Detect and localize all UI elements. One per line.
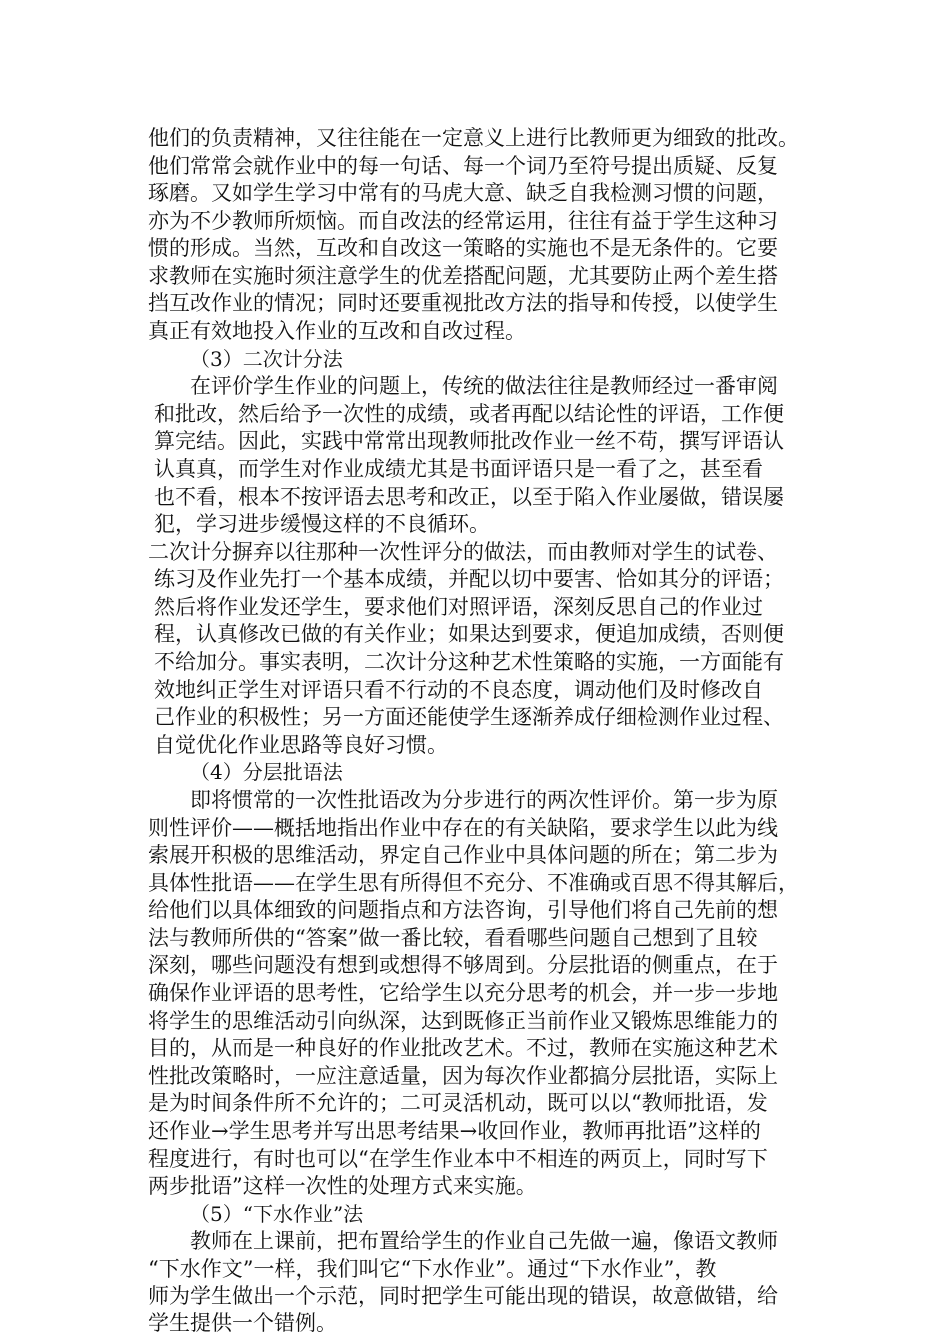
text-line: 将学生的思维活动引向纵深，达到既修正当前作业又锻炼思维能力的 <box>148 1009 778 1033</box>
text-line: 和批改，然后给予一次性的成绩，或者再配以结论性的评语，工作便 <box>154 402 784 426</box>
text-line: 是为时间条件所不允许的；二可灵活机动，既可以以“教师批语，发 <box>148 1091 768 1115</box>
section-heading: （3）二次计分法 <box>190 347 343 371</box>
text-line: 他们常常会就作业中的每一句话、每一个词乃至符号提出质疑、反复 <box>148 154 778 178</box>
text-line: 索展开积极的思维活动，界定自己作业中具体问题的所在；第二步为 <box>148 843 778 867</box>
text-line: 确保作业评语的思考性，它给学生以充分思考的机会，并一步一步地 <box>148 981 778 1005</box>
text-line: 性批改策略时，一应注意适量，因为每次作业都搞分层批语，实际上 <box>148 1064 778 1088</box>
text-line: 己作业的积极性；另一方面还能使学生逐渐养成仔细检测作业过程、 <box>154 705 784 729</box>
text-line: “下水作文”一样，我们叫它“下水作业”。通过“下水作业”，教 <box>148 1257 717 1281</box>
section-heading: （4）分层批语法 <box>190 760 343 784</box>
text-line: 认真真，而学生对作业成绩尤其是书面评语只是一看了之，甚至看 <box>154 457 763 481</box>
text-line: 具体性批语——在学生思有所得但不充分、不准确或百思不得其解后， <box>148 871 799 895</box>
text-line: 师为学生做出一个示范，同时把学生可能出现的错误，故意做错，给 <box>148 1284 778 1308</box>
text-line: 挡互改作业的情况；同时还要重视批改方法的指导和传授，以使学生 <box>148 291 778 315</box>
text-line: 教师在上课前，把布置给学生的作业自己先做一遍，像语文教师 <box>190 1229 778 1253</box>
text-line: 然后将作业发还学生，要求他们对照评语，深刻反思自己的作业过 <box>154 595 763 619</box>
text-line: 真正有效地投入作业的互改和自改过程。 <box>148 319 526 343</box>
text-line: 还作业→学生思考并写出思考结果→收回作业，教师再批语”这样的 <box>148 1119 761 1143</box>
text-line: 深刻，哪些问题没有想到或想得不够周到。分层批语的侧重点，在于 <box>148 953 778 977</box>
section-heading: （5）“下水作业”法 <box>190 1202 364 1226</box>
text-line: 犯，学习进步缓慢这样的不良循环。 <box>154 512 490 536</box>
text-line: 效地纠正学生对评语只看不行动的不良态度，调动他们及时修改自 <box>154 678 763 702</box>
text-line: 算完结。因此，实践中常常出现教师批改作业一丝不苟，撰写评语认 <box>154 429 784 453</box>
text-line: 给他们以具体细致的问题指点和方法咨询，引导他们将自己先前的想 <box>148 898 778 922</box>
text-line: 也不看，根本不按评语去思考和改正，以至于陷入作业屡做，错误屡 <box>154 485 784 509</box>
text-line: 即将惯常的一次性批语改为分步进行的两次性评价。第一步为原 <box>190 788 778 812</box>
text-line: 二次计分摒弃以往那种一次性评分的做法，而由教师对学生的试卷、 <box>148 540 778 564</box>
text-line: 程度进行，有时也可以“在学生作业本中不相连的两页上，同时写下 <box>148 1147 768 1171</box>
text-line: 不给加分。事实表明，二次计分这种艺术性策略的实施，一方面能有 <box>154 650 784 674</box>
text-line: 学生提供一个错例。 <box>148 1311 337 1335</box>
text-line: 惯的形成。当然，互改和自改这一策略的实施也不是无条件的。它要 <box>148 236 778 260</box>
text-line: 两步批语”这样一次性的处理方式来实施。 <box>148 1174 537 1198</box>
text-line: 他们的负责精神，又往往能在一定意义上进行比教师更为细致的批改。 <box>148 126 799 150</box>
text-line: 亦为不少教师所烦恼。而自改法的经常运用，往往有益于学生这种习 <box>148 209 778 233</box>
text-line: 琢磨。又如学生学习中常有的马虎大意、缺乏自我检测习惯的问题， <box>148 181 778 205</box>
text-line: 求教师在实施时须注意学生的优差搭配问题，尤其要防止两个差生搭 <box>148 264 778 288</box>
text-line: 程，认真修改已做的有关作业；如果达到要求，便追加成绩，否则便 <box>154 622 784 646</box>
text-line: 在评价学生作业的问题上，传统的做法往往是教师经过一番审阅 <box>190 374 778 398</box>
text-line: 自觉优化作业思路等良好习惯。 <box>154 733 448 757</box>
text-line: 法与教师所供的“答案”做一番比较，看看哪些问题自己想到了且较 <box>148 926 758 950</box>
text-line: 练习及作业先打一个基本成绩，并配以切中要害、恰如其分的评语； <box>154 567 784 591</box>
text-line: 则性评价——概括地指出作业中存在的有关缺陷，要求学生以此为线 <box>148 816 778 840</box>
text-line: 目的，从而是一种良好的作业批改艺术。不过，教师在实施这种艺术 <box>148 1036 778 1060</box>
